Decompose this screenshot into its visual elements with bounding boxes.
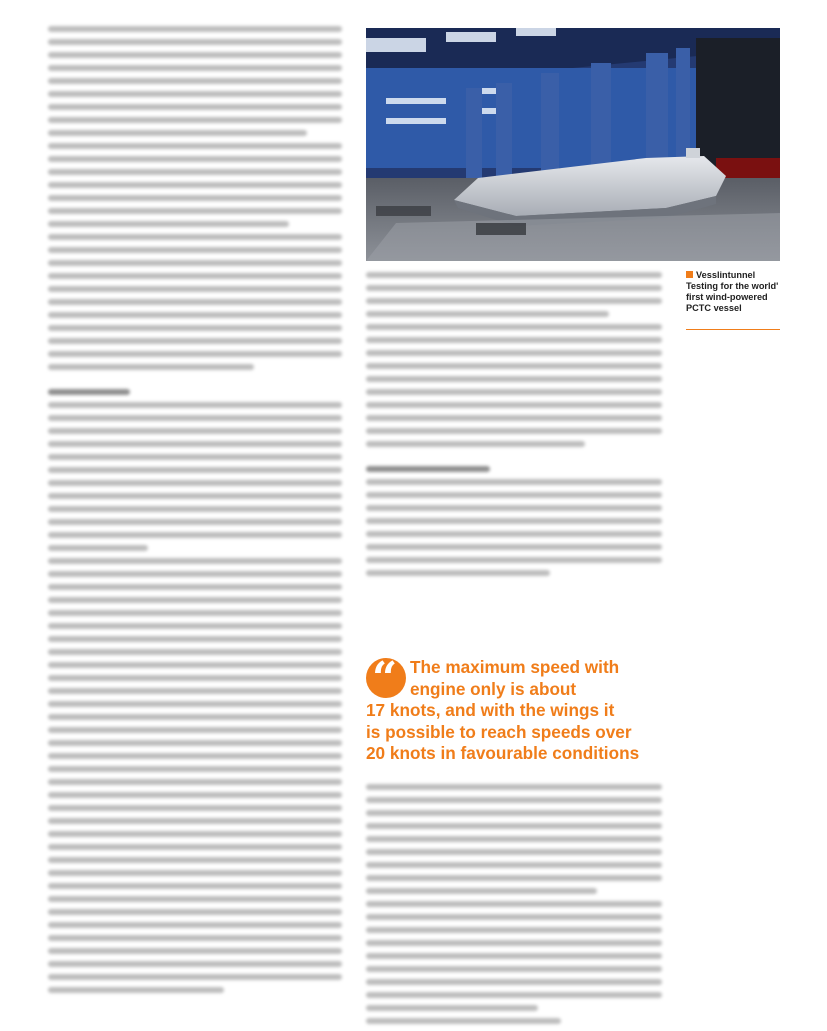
text-line	[366, 797, 662, 803]
text-line	[48, 571, 342, 577]
text-line	[48, 286, 342, 292]
text-line	[366, 557, 662, 563]
text-line	[48, 662, 342, 668]
text-line	[48, 428, 342, 434]
text-line	[48, 467, 342, 473]
text-line	[366, 337, 662, 343]
wind-tunnel-photo	[366, 28, 780, 261]
text-line	[366, 441, 585, 447]
text-line	[48, 649, 342, 655]
text-line	[366, 531, 662, 537]
photo-caption	[686, 270, 780, 314]
pull-quote	[366, 653, 666, 765]
pull-quote-line: is possible to reach speeds over	[366, 721, 632, 742]
text-line	[48, 532, 342, 538]
text-line	[366, 544, 662, 550]
text-line	[48, 792, 342, 798]
text-line	[366, 979, 662, 985]
text-line	[48, 506, 342, 512]
pull-quote-line: 17 knots, and with the wings it	[366, 700, 615, 720]
text-line	[48, 870, 342, 876]
text-line	[48, 234, 342, 240]
text-line	[48, 987, 224, 993]
text-line	[48, 974, 342, 980]
text-line	[48, 26, 342, 32]
text-line	[366, 1018, 561, 1024]
text-line	[366, 285, 662, 291]
text-line	[48, 753, 342, 759]
text-line	[366, 1005, 538, 1011]
text-line	[48, 169, 342, 175]
text-line	[48, 545, 148, 551]
text-line	[48, 351, 342, 357]
right-column-text-lower	[366, 784, 662, 1031]
text-line	[366, 810, 662, 816]
text-line	[48, 597, 342, 603]
text-line	[48, 78, 342, 84]
text-line	[48, 312, 342, 318]
text-line	[366, 823, 662, 829]
caption-divider	[686, 329, 780, 330]
text-line	[48, 779, 342, 785]
text-line	[366, 505, 662, 511]
pull-quote-line: 20 knots in favourable conditions	[366, 743, 640, 763]
text-line	[48, 441, 342, 447]
text-line	[366, 901, 662, 907]
text-line	[366, 466, 490, 472]
text-line	[48, 480, 342, 486]
text-line	[48, 688, 342, 694]
quote-mark-icon: “	[366, 658, 406, 698]
text-line	[48, 117, 342, 123]
ship-model-image	[366, 28, 780, 261]
text-line	[366, 836, 662, 842]
text-line	[48, 299, 342, 305]
text-line	[366, 298, 662, 304]
left-column-text	[48, 26, 342, 1000]
text-line	[366, 363, 662, 369]
text-line	[366, 518, 662, 524]
text-line	[48, 558, 342, 564]
text-line	[48, 364, 254, 370]
text-line	[48, 623, 342, 629]
text-line	[48, 91, 342, 97]
text-line	[48, 831, 342, 837]
caption-bullet-icon	[686, 271, 693, 278]
text-line	[48, 961, 342, 967]
right-column-text-upper	[366, 272, 662, 583]
text-line	[366, 927, 662, 933]
text-line	[48, 52, 342, 58]
text-line	[366, 350, 662, 356]
text-line	[48, 415, 342, 421]
text-line	[366, 389, 662, 395]
text-line	[48, 130, 307, 136]
text-line	[48, 195, 342, 201]
text-line	[366, 402, 662, 408]
text-line	[48, 402, 342, 408]
text-line	[48, 675, 342, 681]
text-line	[366, 875, 662, 881]
text-line	[48, 701, 342, 707]
text-line	[48, 818, 342, 824]
text-line	[48, 844, 342, 850]
text-line	[48, 221, 289, 227]
text-line	[48, 325, 342, 331]
text-line	[366, 940, 662, 946]
text-line	[366, 966, 662, 972]
text-line	[366, 570, 550, 576]
text-line	[48, 260, 342, 266]
text-line	[48, 247, 342, 253]
text-line	[366, 888, 597, 894]
text-line	[366, 428, 662, 434]
text-line	[48, 740, 342, 746]
text-line	[366, 324, 662, 330]
text-line	[366, 784, 662, 790]
text-line	[366, 479, 662, 485]
text-line	[48, 584, 342, 590]
text-line	[366, 914, 662, 920]
text-line	[48, 273, 342, 279]
pull-quote-line: The maximum speed with	[410, 657, 620, 677]
text-line	[48, 143, 342, 149]
text-line	[48, 948, 342, 954]
text-line	[48, 39, 342, 45]
text-line	[48, 883, 342, 889]
text-line	[366, 311, 609, 317]
text-line	[48, 636, 342, 642]
text-line	[48, 610, 342, 616]
text-line	[48, 338, 342, 344]
text-line	[48, 896, 342, 902]
text-line	[366, 862, 662, 868]
text-line	[48, 454, 342, 460]
text-line	[48, 714, 342, 720]
text-line	[48, 805, 342, 811]
text-line	[366, 492, 662, 498]
text-line	[48, 156, 342, 162]
text-line	[48, 935, 342, 941]
text-line	[48, 909, 342, 915]
text-line	[366, 415, 662, 421]
text-line	[366, 272, 662, 278]
text-line	[48, 766, 342, 772]
text-line	[48, 389, 130, 395]
text-line	[48, 519, 342, 525]
text-line	[48, 104, 342, 110]
pull-quote-line: engine only is about	[410, 678, 577, 699]
text-line	[48, 857, 342, 863]
text-line	[48, 493, 342, 499]
caption-text: Testing for the world' first wind-powered PCTC vessel	[686, 281, 779, 313]
text-line	[366, 992, 662, 998]
text-line	[366, 376, 662, 382]
text-line	[366, 953, 662, 959]
text-line	[366, 849, 662, 855]
caption-title: Vesslintunnel	[696, 270, 756, 280]
text-line	[48, 182, 342, 188]
text-line	[48, 208, 342, 214]
text-line	[48, 65, 342, 71]
text-line	[48, 727, 342, 733]
text-line	[48, 922, 342, 928]
